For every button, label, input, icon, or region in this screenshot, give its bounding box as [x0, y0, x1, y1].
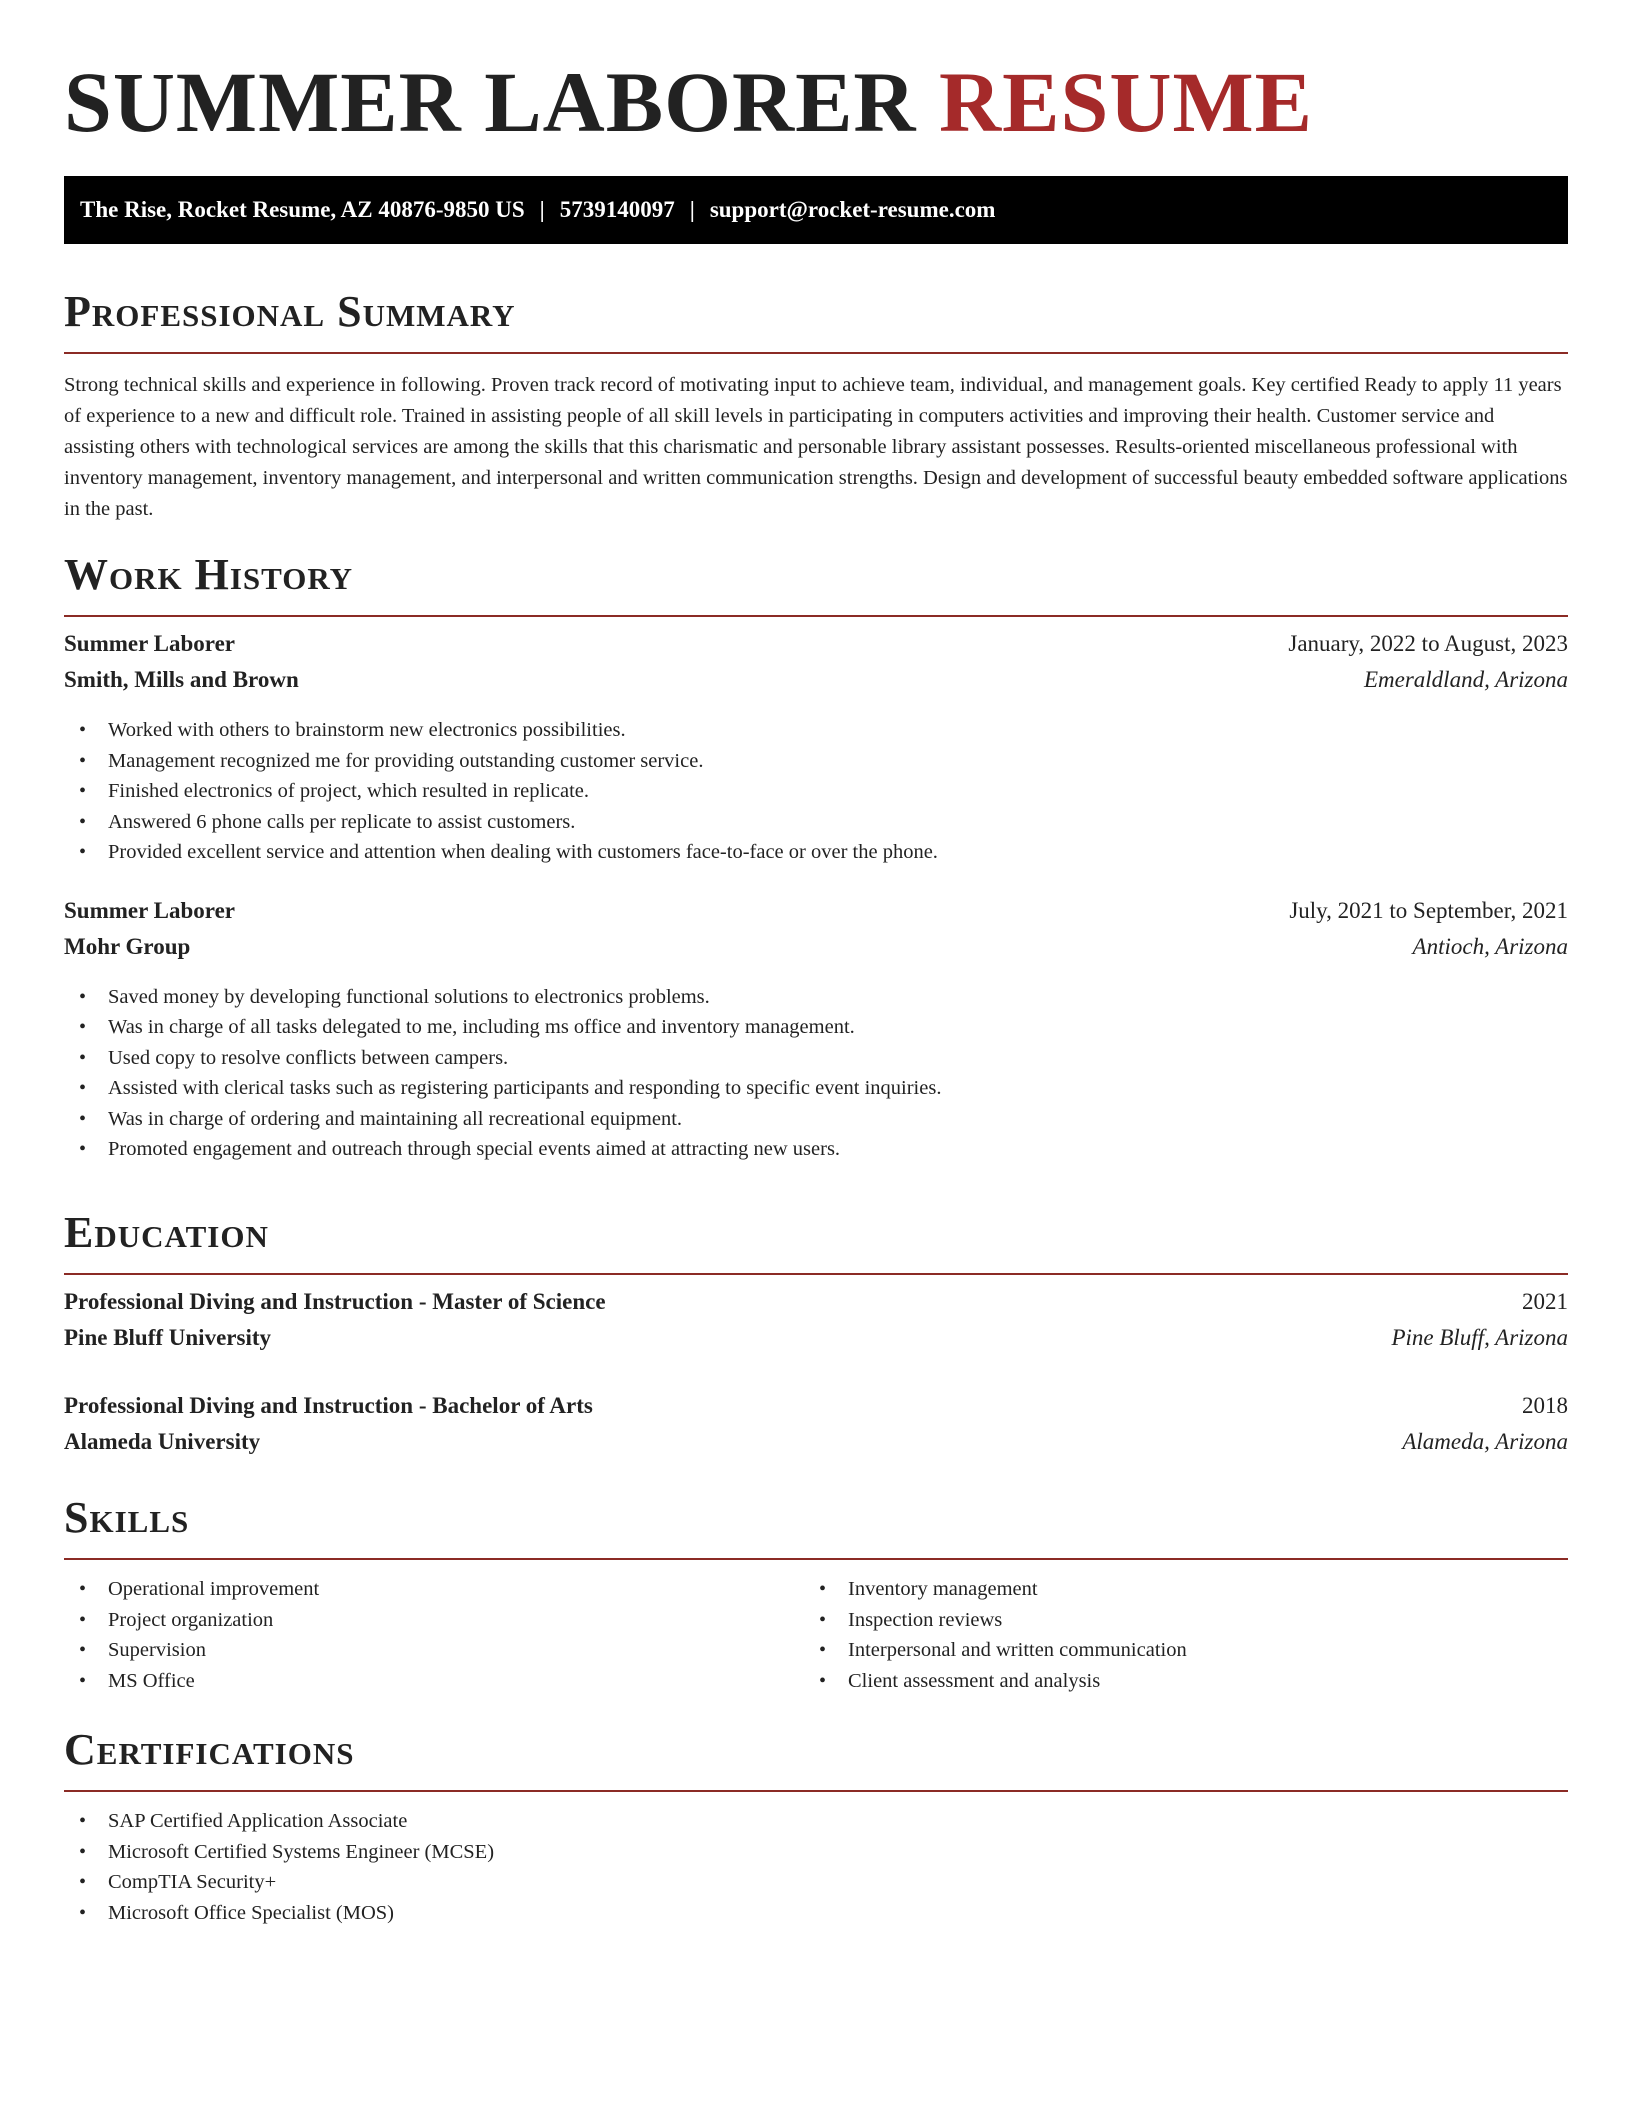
list-item: • Microsoft Certified Systems Engineer (MCSE) — [64, 1837, 1568, 1868]
work-heading: Work History — [64, 550, 354, 599]
education-school: Pine Bluff University — [64, 1325, 271, 1350]
education-section — [64, 1207, 1568, 1465]
education-heading: Education — [64, 1208, 269, 1257]
list-item: • Answered 6 phone calls per replicate to assist customers. — [64, 807, 1568, 838]
job-dates: January, 2022 to August, 2023 — [1288, 631, 1568, 656]
list-item: • Interpersonal and written communication — [804, 1635, 1544, 1666]
section-divider — [64, 352, 1568, 354]
list-item: • Saved money by developing functional solutions to electronics problems. — [64, 982, 1568, 1013]
job-company-row — [64, 934, 1568, 970]
list-item: • Was in charge of all tasks delegated to me, including ms office and inventory management. — [64, 1012, 1568, 1043]
job-bullets — [64, 982, 1568, 1165]
resume-title — [64, 52, 1313, 152]
work-section — [64, 549, 1568, 1165]
education-year: 2018 — [1522, 1393, 1568, 1418]
list-item: • Finished electronics of project, which resulted in replicate. — [64, 776, 1568, 807]
contact-separator: | — [689, 197, 695, 222]
list-item: • Promoted engagement and outreach through special events aimed at attracting new users. — [64, 1134, 1568, 1165]
contact-address: The Rise, Rocket Resume, AZ 40876-9850 US — [80, 197, 525, 222]
list-item: • SAP Certified Application Associate — [64, 1806, 1568, 1837]
certifications-section — [64, 1724, 1568, 1928]
summary-section — [64, 286, 1568, 525]
section-divider — [64, 1558, 1568, 1560]
education-degree: Professional Diving and Instruction - Bachelor of Arts — [64, 1393, 593, 1418]
job-company: Mohr Group — [64, 933, 191, 959]
education-school: Alameda University — [64, 1429, 261, 1454]
job-title: Summer Laborer — [64, 897, 235, 923]
job-company: Smith, Mills and Brown — [64, 667, 299, 692]
skills-list-left — [64, 1574, 804, 1696]
education-school-row — [64, 1429, 1568, 1465]
skills-list-right — [804, 1574, 1544, 1696]
certifications-heading: Certifications — [64, 1725, 355, 1774]
job-title: Summer Laborer — [64, 631, 235, 656]
title-accent: RESUME — [939, 54, 1313, 150]
title-main: SUMMER LABORER — [64, 54, 917, 150]
section-divider — [64, 1790, 1568, 1792]
list-item: • Used copy to resolve conflicts between campers. — [64, 1043, 1568, 1074]
education-entry — [64, 1289, 1568, 1361]
list-item: • Project organization — [64, 1605, 804, 1636]
job-entry — [64, 898, 1568, 1165]
section-divider — [64, 615, 1568, 617]
list-item: • Operational improvement — [64, 1574, 804, 1605]
summary-heading: Professional Summary — [64, 287, 516, 336]
education-degree: Professional Diving and Instruction - Master of Science — [64, 1289, 606, 1314]
contact-bar — [64, 176, 1568, 244]
skills-section — [64, 1492, 1568, 1696]
job-dates: July, 2021 to September, 2021 — [1289, 897, 1568, 923]
list-item: • Supervision — [64, 1635, 804, 1666]
list-item: • Client assessment and analysis — [804, 1666, 1544, 1697]
list-item: • Worked with others to brainstorm new electronics possibilities. — [64, 715, 1568, 746]
contact-email[interactable]: support@rocket-resume.com — [709, 197, 996, 222]
section-divider — [64, 1273, 1568, 1275]
list-item: • Inventory management — [804, 1574, 1544, 1605]
list-item: • Was in charge of ordering and maintaining all recreational equipment. — [64, 1104, 1568, 1135]
contact-separator: | — [539, 197, 545, 222]
list-item: • CompTIA Security+ — [64, 1867, 1568, 1898]
education-entry — [64, 1393, 1568, 1465]
education-year: 2021 — [1522, 1289, 1568, 1314]
job-bullets — [64, 715, 1568, 868]
list-item: • Inspection reviews — [804, 1605, 1544, 1636]
list-item: • Assisted with clerical tasks such as registering participants and responding to specific event inquiries. — [64, 1073, 1568, 1104]
skills-heading: Skills — [64, 1493, 190, 1542]
list-item: • MS Office — [64, 1666, 804, 1697]
job-header-row — [64, 898, 1568, 934]
education-school-row — [64, 1325, 1568, 1361]
contact-phone[interactable]: 5739140097 — [559, 197, 675, 222]
list-item: • Management recognized me for providing outstanding customer service. — [64, 746, 1568, 777]
education-header-row — [64, 1393, 1568, 1429]
skills-columns — [64, 1574, 1568, 1696]
certifications-list — [64, 1806, 1568, 1928]
education-location: Pine Bluff, Arizona — [1391, 1325, 1568, 1350]
job-header-row — [64, 631, 1568, 667]
job-location: Emeraldland, Arizona — [1363, 667, 1568, 692]
summary-text: Strong technical skills and experience in following. Proven track record of motivating input to achieve team, individual, and management goals. Key certified Ready to apply 11 years of experience to a new and difficult role. Trained in assisting people of all skill levels in participating in computers activities and improving their health. Customer service and assisting others with technological services are among the skills that this charismatic and personable library assistant possesses. Results-oriented miscellaneous professional with inventory management, inventory management, and interpersonal and written communication strengths. Design and development of successful beauty embedded software applications in the past. — [64, 374, 1568, 520]
education-location: Alameda, Arizona — [1402, 1429, 1568, 1454]
job-company-row — [64, 667, 1568, 703]
list-item: • Provided excellent service and attention when dealing with customers face-to-face or over the phone. — [64, 837, 1568, 868]
job-entry — [64, 631, 1568, 868]
education-header-row — [64, 1289, 1568, 1325]
list-item: • Microsoft Office Specialist (MOS) — [64, 1898, 1568, 1929]
job-location: Antioch, Arizona — [1412, 933, 1568, 959]
